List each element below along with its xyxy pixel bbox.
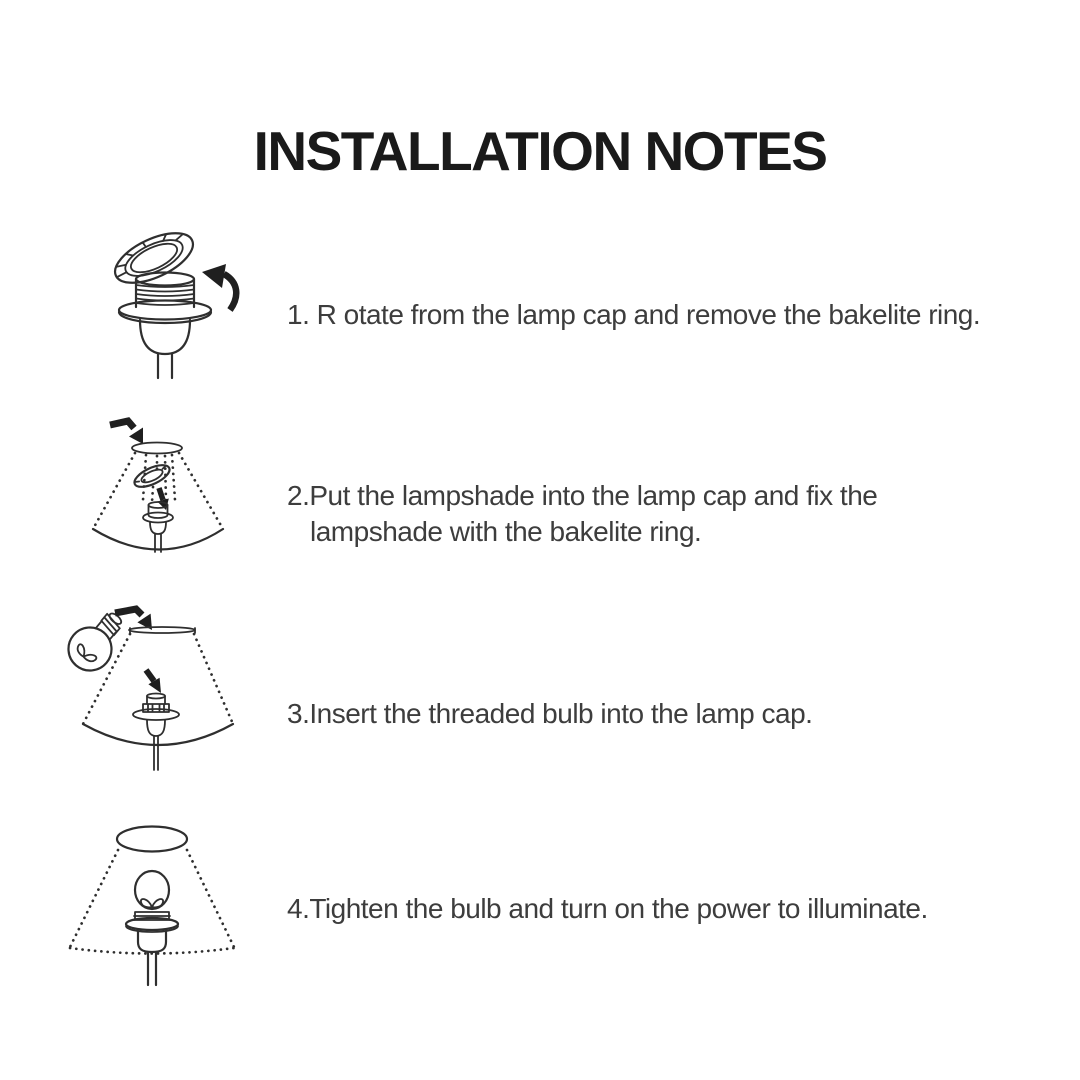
step2-text bbox=[287, 478, 877, 550]
lampshade-mount-icon bbox=[80, 412, 240, 578]
step1-text bbox=[287, 297, 980, 333]
step3-line1: 3.Insert the threaded bulb into the lamp cap. bbox=[287, 698, 813, 729]
lamp-cap-ring-removal-icon bbox=[90, 222, 240, 384]
page-title: INSTALLATION NOTES bbox=[253, 119, 827, 182]
step4-illustration bbox=[58, 812, 253, 988]
step3-illustration bbox=[52, 600, 247, 776]
step2-line2: lampshade with the bakelite ring. bbox=[310, 516, 702, 547]
step2-line1: 2.Put the lampshade into the lamp cap and fix the bbox=[287, 480, 878, 511]
step2-illustration bbox=[80, 412, 240, 578]
step1-line1: 1. R otate from the lamp cap and remove the bakelite ring. bbox=[287, 299, 981, 330]
bulb-insert-icon bbox=[52, 600, 247, 776]
step4-text bbox=[287, 891, 928, 927]
assembled-lamp-icon bbox=[58, 812, 253, 988]
step3-text bbox=[287, 696, 812, 732]
step1-illustration bbox=[90, 222, 240, 384]
step4-line1: 4.Tighten the bulb and turn on the power to illuminate. bbox=[287, 893, 928, 924]
